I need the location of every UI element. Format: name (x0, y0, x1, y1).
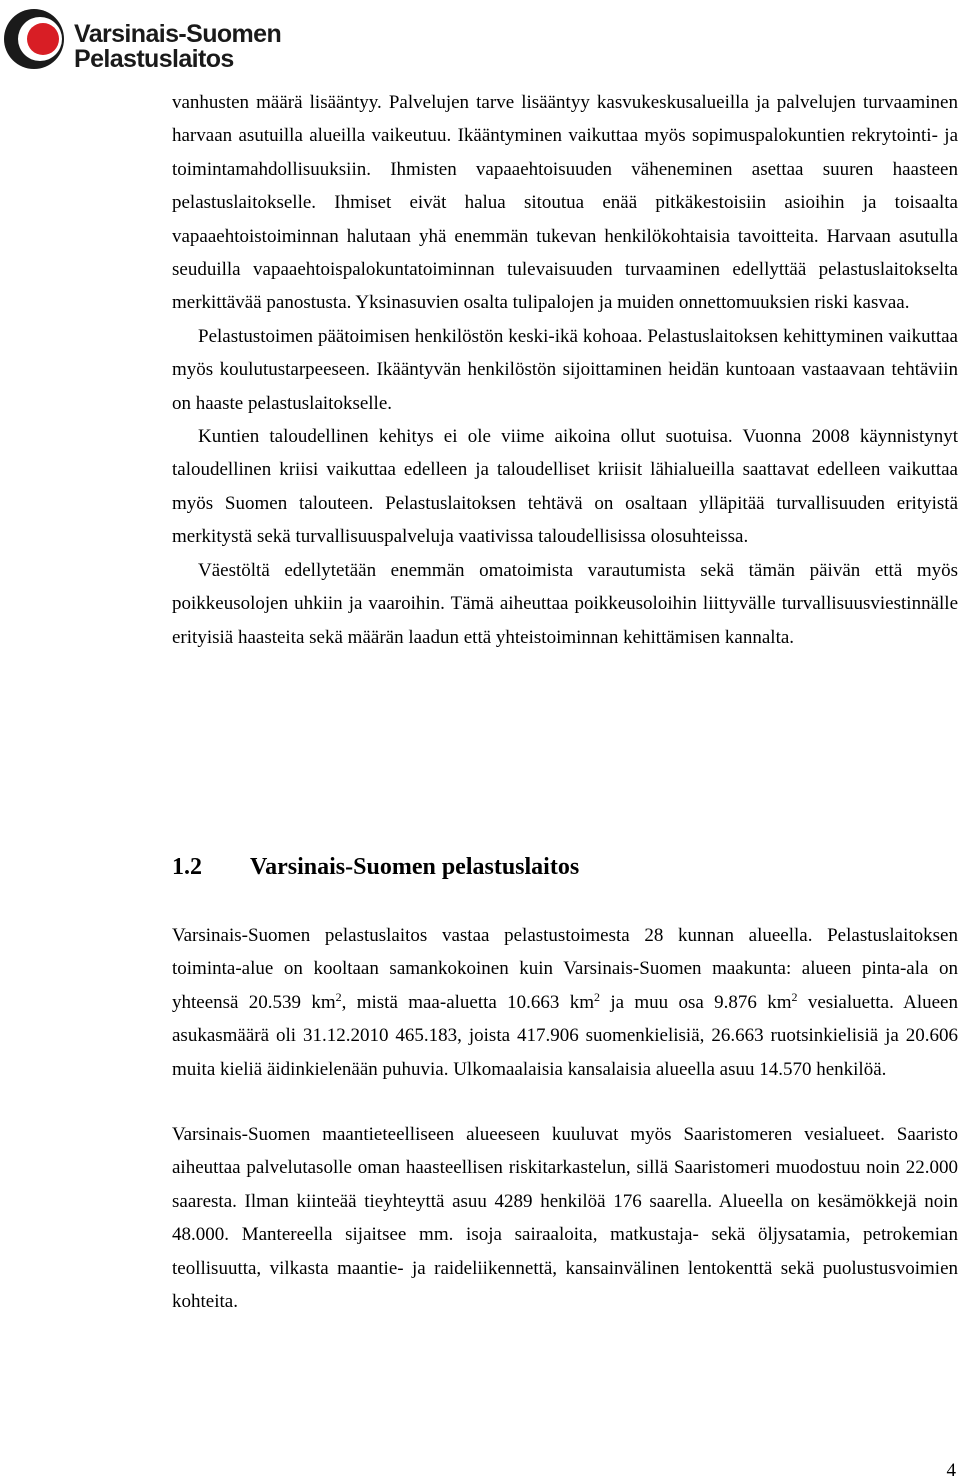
paragraph-preparedness: Väestöltä edellytetään enemmän omatoimista varautumista sekä tämän päivän että myös poikkeusolojen uhkiin ja vaaroihin. Tämä aiheuttaa poikkeusoloihin liittyvälle turvallisuusviestinnälle erityisiä haasteita sekä määrän laadun että yhteistoiminnan kehittämisen kannalta. (172, 559, 958, 648)
intro-text (172, 86, 958, 654)
section-title: Varsinais-Suomen pelastuslaitos (250, 854, 580, 880)
organization-logo (0, 0, 300, 80)
superscript-2: 2 (335, 989, 342, 1004)
paragraph-area (172, 919, 958, 1086)
paragraph-staff-age: Pelastustoimen päätoimisen henkilöstön keski-ikä kohoaa. Pelastuslaitoksen kehittyminen vaikuttaa myös koulutustarpeeseen. Ikääntyvän henkilöstön sijoittaminen heidän kuntoaan vastaavaan tehtäviin on haaste pelastuslaitokselle. (172, 325, 958, 414)
logo-line-2: Pelastuslaitos (74, 45, 234, 73)
area-text-4: vesialuetta. Alueen asukasmäärä oli 31.12.2010 465.183, joista 417.906 suomenkielisiä, 26.663 ruotsinkielisiä ja 20.606 muita kieliä äidinkielenään puhuvia. Ulkomaalaisia kansalaisia alueella asuu 14.570 henkilöä. (172, 991, 958, 1080)
logo-wordmark (74, 22, 281, 72)
section-number: 1.2 (172, 854, 202, 880)
logo-mark-icon (2, 2, 66, 74)
paragraph-aging: vanhusten määrä lisääntyy. Palvelujen tarve lisääntyy kasvukeskusalueilla ja palvelujen turvaaminen harvaan asutuilla alueilla vaikeutuu. Ikääntyminen vaikuttaa myös sopimuspalokuntien rekrytointi- ja toimintamahdollisuuksiin. Ihmisten vapaaehtoisuuden väheneminen asettaa suuren haasteen pelastuslaitokselle. Ihmiset eivät halua sitoutua enää pitkäkestoisiin asioihin ja toisaalta vapaaehtoistoiminnan halutaan yhä enemmän tukevan henkilökohtaisia tavoitteita. Harvaan asutulla seuduilla vapaaehtoispalokuntatoiminnan tulevaisuuden turvaaminen edellyttää pelastuslaitokselta merkittävää panostusta. Yksinasuvien osalta tulipalojen ja muiden onnettomuuksien riski kasvaa. (172, 92, 958, 314)
superscript-2: 2 (791, 989, 798, 1004)
page-number: 4 (946, 1460, 956, 1481)
area-text-3: ja muu osa 9.876 km (600, 991, 792, 1013)
paragraph-archipelago: Varsinais-Suomen maantieteelliseen alueeseen kuuluvat myös Saaristomeren vesialueet. Saaristo aiheuttaa palvelutasolle oman haasteellisen riskitarkastelun, sillä Saaristomeri muodostuu noin 22.000 saaresta. Ilman kiinteää tieyhteyttä asuu 4289 henkilöä 176 saarella. Alueella on kesämökkejä noin 48.000. Mantereella sijaitsee mm. isoja sairaaloita, matkustaja- sekä öljysatamia, petrokemian teollisuutta, vilkasta maantie- ja raideliikennettä, kansainvälinen lentokenttä sekä puolustusvoimien kohteita. (172, 1124, 958, 1313)
superscript-2: 2 (594, 989, 601, 1004)
paragraph-economy: Kuntien taloudellinen kehitys ei ole viime aikoina ollut suotuisa. Vuonna 2008 käynnistynyt taloudellinen kriisi vaikuttaa edelleen ja taloudelliset kriisit lähialueilla saattavat edelleen vaikuttaa myös Suomen talouteen. Pelastuslaitoksen tehtävä on osaltaan ylläpitää turvallisuuden erityistä merkitystä sekä turvallisuuspalveluja vaativissa taloudellisissa olosuhteissa. (172, 426, 958, 548)
area-text-2: , mistä maa-aluetta 10.663 km (341, 991, 595, 1013)
section-text (172, 919, 958, 1318)
area-text-1: Varsinais-Suomen pelastuslaitos vastaa pelastustoimesta 28 kunnan alueella. Pelastuslaitoksen toiminta-alue on kooltaan samankokoinen kuin Varsinais-Suomen maakunta: alueen pinta-ala on yhteensä 20.539 km (172, 925, 958, 1013)
logo-line-1: Varsinais-Suomen (74, 20, 282, 48)
section-heading (172, 849, 579, 885)
